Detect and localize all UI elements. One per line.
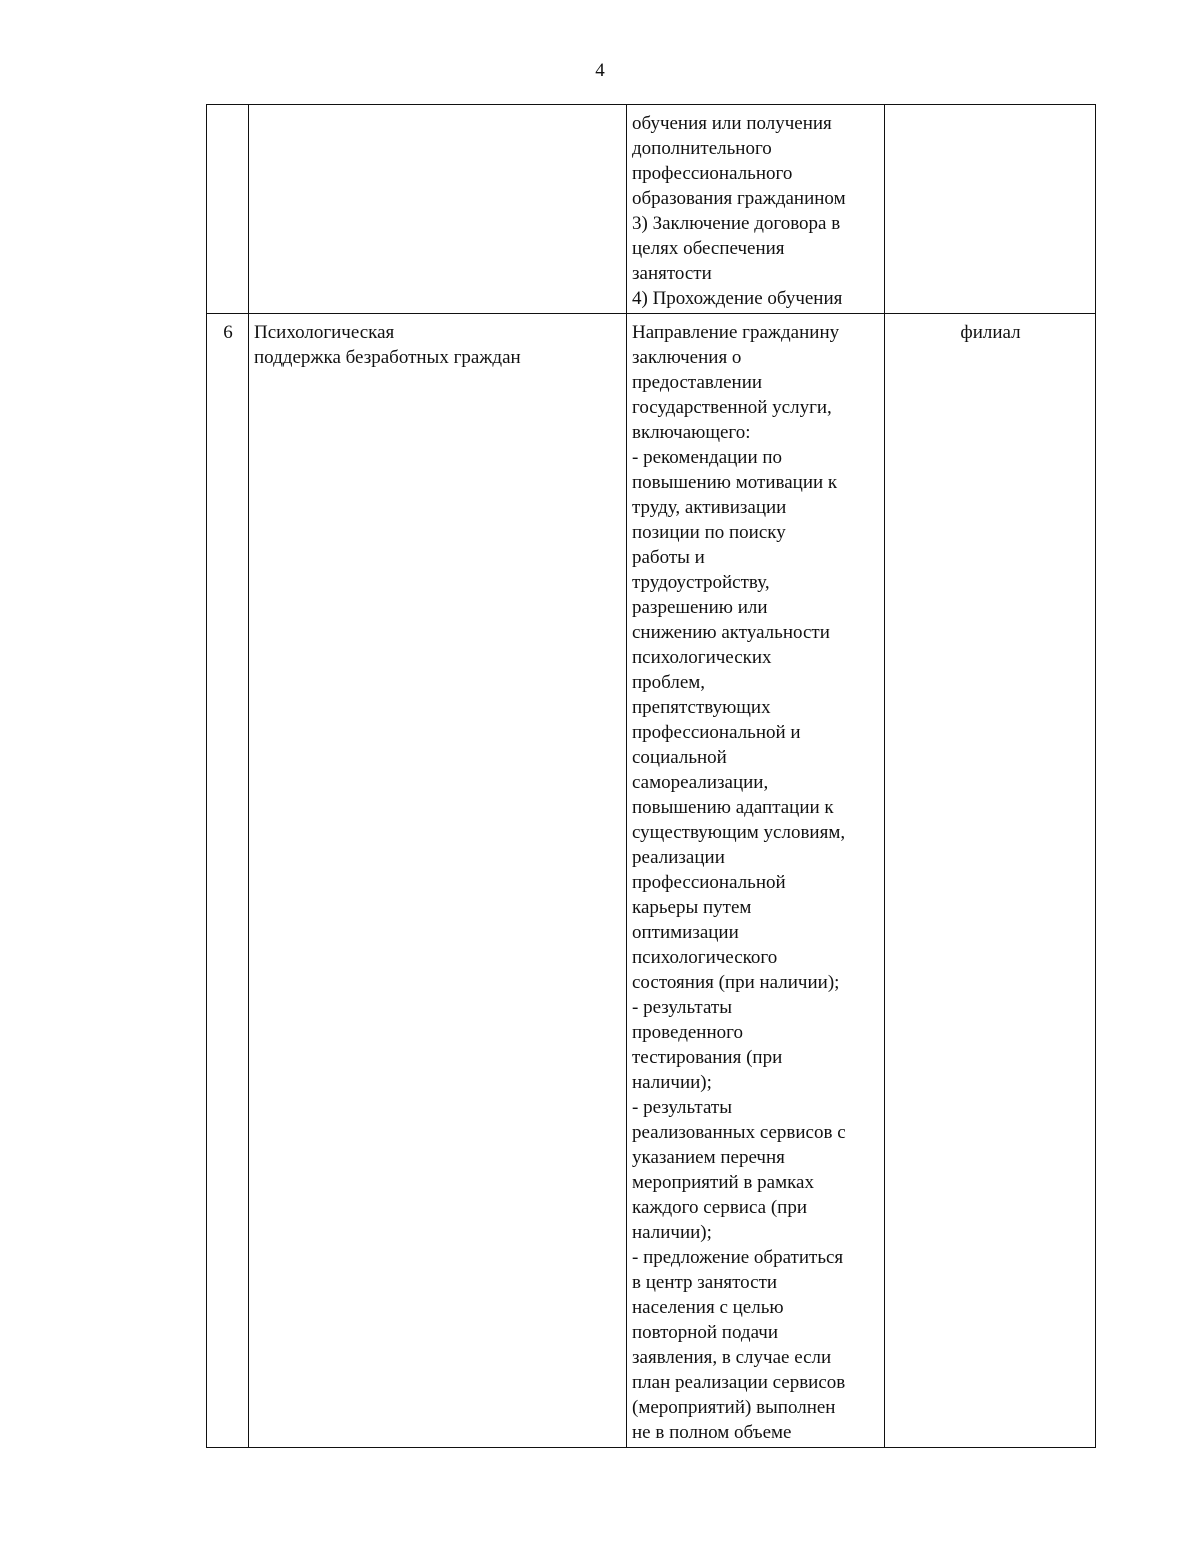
services-table xyxy=(206,104,1096,1448)
result-line: препятствующих xyxy=(632,697,771,718)
result-line: 3) Заключение договора в xyxy=(632,213,841,234)
result-line: указанием перечня xyxy=(632,1147,785,1168)
result-line: наличии); xyxy=(632,1072,712,1093)
result-line: предоставлении xyxy=(632,372,763,393)
service-name-line: поддержка безработных граждан xyxy=(254,347,521,368)
service-name-cell xyxy=(249,314,627,1448)
result-line: существующим условиям, xyxy=(632,822,846,843)
service-name-cell xyxy=(249,105,627,314)
result-line: снижению актуальности xyxy=(632,622,830,643)
result-line: повышению мотивации к xyxy=(632,472,838,493)
result-line: труду, активизации xyxy=(632,497,787,518)
result-line: социальной xyxy=(632,747,727,768)
result-line: в центр занятости xyxy=(632,1272,778,1293)
result-line: образования гражданином xyxy=(632,188,846,209)
result-line: разрешению или xyxy=(632,597,768,618)
result-line: 4) Прохождение обучения xyxy=(632,288,843,309)
result-line: проблем, xyxy=(632,672,706,693)
result-line: работы и xyxy=(632,547,705,568)
executor-cell: филиал xyxy=(885,314,1096,1448)
result-line: тестирования (при xyxy=(632,1047,783,1068)
result-line: заявления, в случае если xyxy=(632,1347,832,1368)
result-line: занятости xyxy=(632,263,712,284)
result-line: включающего: xyxy=(632,422,751,443)
result-line: обучения или получения xyxy=(632,113,832,134)
result-line: - результаты xyxy=(632,1097,732,1118)
result-line: повторной подачи xyxy=(632,1322,778,1343)
result-line: реализации xyxy=(632,847,725,868)
row-number-cell xyxy=(207,105,249,314)
result-line: каждого сервиса (при xyxy=(632,1197,807,1218)
result-line: не в полном объеме xyxy=(632,1422,792,1443)
result-line: психологических xyxy=(632,647,772,668)
result-line: проведенного xyxy=(632,1022,743,1043)
result-line: (мероприятий) выполнен xyxy=(632,1397,836,1418)
result-line: населения с целью xyxy=(632,1297,784,1318)
result-line: заключения о xyxy=(632,347,742,368)
result-line: государственной услуги, xyxy=(632,397,832,418)
result-line: самореализации, xyxy=(632,772,769,793)
result-line: - результаты xyxy=(632,997,732,1018)
result-line: состояния (при наличии); xyxy=(632,972,840,993)
service-result-cell xyxy=(627,105,885,314)
result-line: дополнительного xyxy=(632,138,772,159)
executor-cell xyxy=(885,105,1096,314)
result-line: - рекомендации по xyxy=(632,447,783,468)
result-line: Направление гражданину xyxy=(632,322,840,343)
page-number: 4 xyxy=(595,60,605,81)
result-line: профессиональной xyxy=(632,872,786,893)
result-line: профессионального xyxy=(632,163,793,184)
row-number-cell: 6 xyxy=(207,314,249,1448)
result-line: карьеры путем xyxy=(632,897,752,918)
result-line: план реализации сервисов xyxy=(632,1372,846,1393)
result-line: мероприятий в рамках xyxy=(632,1172,814,1193)
result-line: наличии); xyxy=(632,1222,712,1243)
result-line: оптимизации xyxy=(632,922,739,943)
result-line: целях обеспечения xyxy=(632,238,785,259)
service-name-line: Психологическая xyxy=(254,322,395,343)
result-line: психологического xyxy=(632,947,778,968)
table-row xyxy=(207,105,1096,314)
result-line: - предложение обратиться xyxy=(632,1247,844,1268)
result-line: профессиональной и xyxy=(632,722,801,743)
table-row xyxy=(207,314,1096,1448)
result-line: трудоустройству, xyxy=(632,572,770,593)
result-line: реализованных сервисов с xyxy=(632,1122,846,1143)
result-line: повышению адаптации к xyxy=(632,797,834,818)
result-line: позиции по поиску xyxy=(632,522,786,543)
service-result-cell xyxy=(627,314,885,1448)
